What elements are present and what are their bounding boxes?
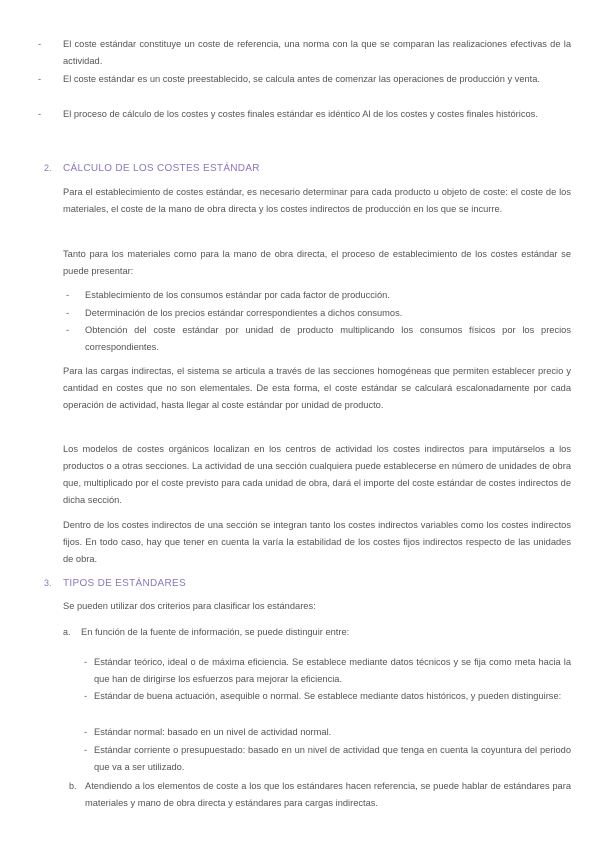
criterion-a-text: En función de la fuente de información, se puede distinguir entre: (81, 627, 350, 637)
list-marker-b: b. (69, 781, 77, 791)
top-bullet-3: El proceso de cálculo de los costes y costes finales estándar es idéntico Al de los costes y costes finales históricos. (63, 109, 538, 119)
bullet-dash: - (84, 691, 88, 701)
section-2-paragraph-2: Tanto para los materiales como para la mano de obra directa, el proceso de establecimiento de los costes estándar se puede presentar: (63, 249, 571, 276)
criterion-a-item-1: Estándar teórico, ideal o de máxima eficiencia. Se establece mediante datos técnicos y se fija como meta hacia la que han de dirigirse los esfuerzos para mejorar la eficiencia. (94, 657, 571, 684)
list-marker-a: a. (63, 627, 71, 637)
bullet-dash: - (66, 308, 70, 318)
section-2-paragraph-4: Los modelos de costes orgánicos localizan en los centros de actividad los costes indirectos para imputárselos a los productos o a otras secciones. La actividad de una sección cualquiera puede establecerse en número de unidades de obra que, multiplicado por el coste previsto para cada unidad de obra, dará el importe del coste estándar de costes indirectos de dicha sección. (63, 444, 571, 505)
section-2-list-item-1: Establecimiento de los consumos estándar por cada factor de producción. (85, 290, 390, 300)
section-2-paragraph-3: Para las cargas indirectas, el sistema se articula a través de las secciones homogéneas que permiten establecer precio y cantidad en costes que no son elementales. De esta forma, el coste estándar se calculará escalonadamente por cada operación de actividad, hasta llegar al coste estándar por unidad de producto. (63, 366, 571, 410)
criterion-b-text: Atendiendo a los elementos de coste a los que los estándares hacen referencia, se puede hablar de estándares para materiales y mano de obra directa y estándares para cargas indirectas. (85, 781, 571, 808)
section-3-title: TIPOS DE ESTÁNDARES (63, 578, 186, 589)
bullet-dash: - (66, 325, 70, 335)
bullet-dash: - (84, 657, 88, 667)
section-2-paragraph-1: Para el establecimiento de costes estándar, es necesario determinar para cada producto u objeto de coste: el coste de los materiales, el coste de la mano de obra directa y los costes indirectos de producción en los que se incurre. (63, 187, 571, 214)
section-3-number: 3. (44, 578, 52, 588)
bullet-dash: - (66, 290, 70, 300)
section-3-intro: Se pueden utilizar dos criterios para clasificar los estándares: (63, 601, 316, 611)
bullet-dash: - (38, 109, 42, 119)
section-2-list-item-3: Obtención del coste estándar por unidad de producto multiplicando los consumos físicos por los precios correspondientes. (85, 325, 571, 352)
top-bullet-2: El coste estándar es un coste preestablecido, se calcula antes de comenzar las operaciones de producción y venta. (63, 74, 541, 84)
criterion-a-item-2: Estándar de buena actuación, asequible o normal. Se establece mediante datos históricos, y pueden distinguirse: (94, 691, 562, 701)
bullet-dash: - (38, 74, 42, 84)
bullet-dash: - (84, 727, 88, 737)
section-2-title: CÁLCULO DE LOS COSTES ESTÁNDAR (63, 163, 260, 174)
section-2-paragraph-5: Dentro de los costes indirectos de una sección se integran tanto los costes indirectos variables como los costes indirectos fijos. En todo caso, hay que tener en cuenta la varía la estabilidad de los costes fijos indirectos respecto de las unidades de obra. (63, 520, 571, 564)
section-2-list-item-2: Determinación de los precios estándar correspondientes a dichos consumos. (85, 308, 403, 318)
top-bullet-1: El coste estándar constituye un coste de referencia, una norma con la que se comparan las realizaciones efectivas de la actividad. (63, 39, 571, 66)
bullet-dash: - (38, 39, 42, 49)
criterion-a-item-4: Estándar corriente o presupuestado: basado en un nivel de actividad que tenga en cuenta la coyuntura del periodo que va a ser utilizado. (94, 745, 571, 772)
criterion-a-item-3: Estándar normal: basado en un nivel de actividad normal. (94, 727, 332, 737)
bullet-dash: - (84, 745, 88, 755)
section-2-number: 2. (44, 163, 52, 173)
